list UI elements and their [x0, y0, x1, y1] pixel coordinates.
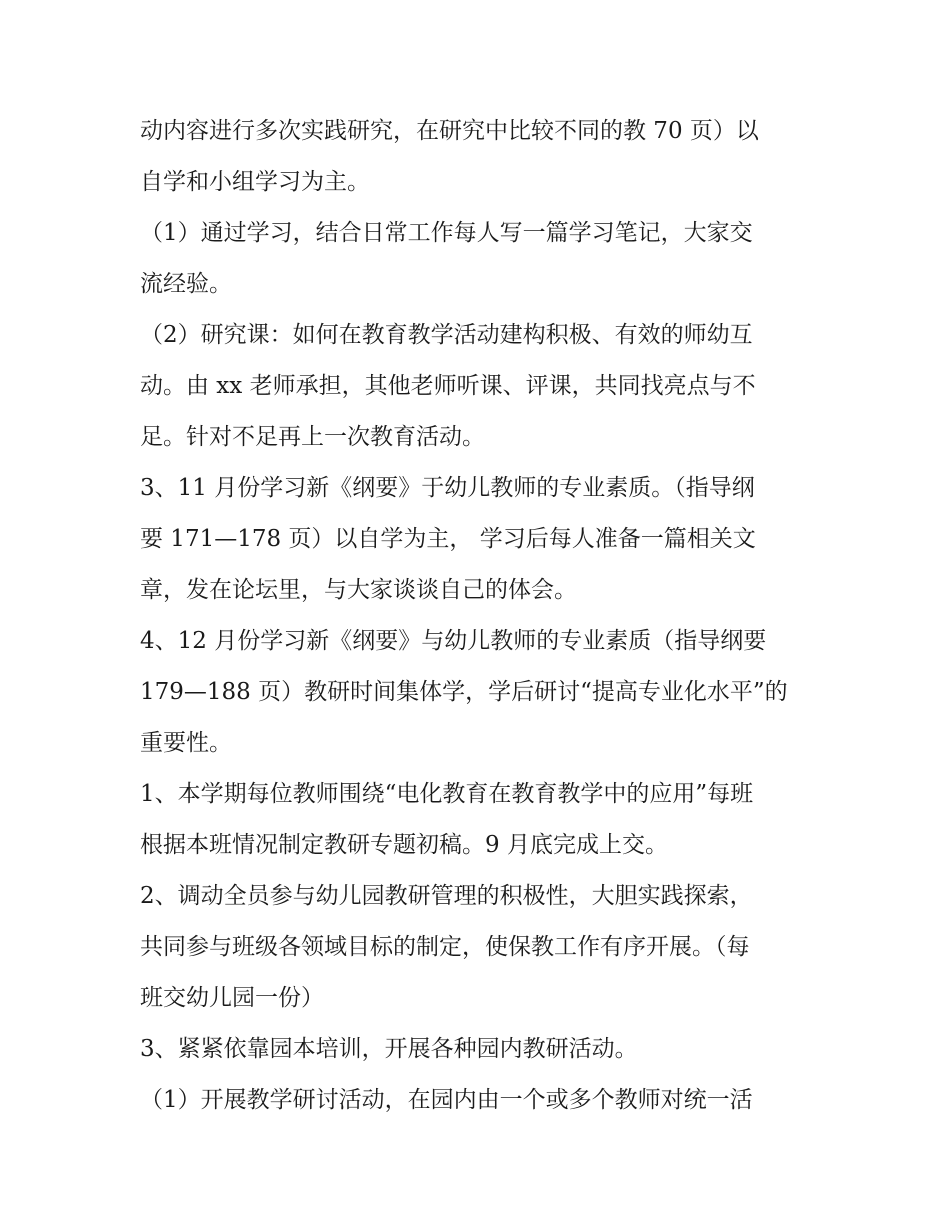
text-line: 流经验。 [140, 271, 232, 297]
text-line: 动。由 xx 老师承担，其他老师听课、评课，共同找亮点与不 [140, 373, 756, 399]
text-line: 要 171—178 页）以自学为主， 学习后每人准备一篇相关文 [140, 526, 756, 552]
text-line: 根据本班情况制定教研专题初稿。9 月底完成上交。 [140, 832, 668, 858]
text-line: 2、调动全员参与幼儿园教研管理的积极性，大胆实践探索， [140, 883, 753, 909]
text-line: 1、本学期每位教师围绕“电化教育在教育教学中的应用”每班 [140, 781, 754, 807]
text-line: 班交幼儿园一份） [140, 985, 324, 1011]
text-line: 3、11 月份学习新《纲要》于幼儿教师的专业素质。（指导纲 [140, 475, 755, 501]
text-line: 章，发在论坛里，与大家谈谈自己的体会。 [140, 577, 577, 603]
text-line: 共同参与班级各领域目标的制定，使保教工作有序开展。（每 [140, 934, 750, 960]
text-line: 自学和小组学习为主。 [140, 169, 370, 195]
text-line: （1）通过学习，结合日常工作每人写一篇学习笔记，大家交 [140, 220, 753, 246]
text-line: （2）研究课：如何在教育教学活动建构积极、有效的师幼互 [140, 322, 753, 348]
text-line: （1）开展教学研讨活动，在园内由一个或多个教师对统一活 [140, 1087, 753, 1113]
text-line: 足。针对不足再上一次教育活动。 [140, 424, 485, 450]
text-line: 3、紧紧依靠园本培训，开展各种园内教研活动。 [140, 1036, 638, 1062]
text-line: 动内容进行多次实践研究，在研究中比较不同的教 70 页）以 [140, 118, 759, 144]
text-line: 重要性。 [140, 730, 232, 756]
text-line: 179—188 页）教研时间集体学，学后研讨“提高专业化水平”的 [140, 679, 788, 705]
document-body [140, 106, 820, 1126]
text-line: 4、12 月份学习新《纲要》与幼儿教师的专业素质（指导纲要 [140, 628, 767, 654]
